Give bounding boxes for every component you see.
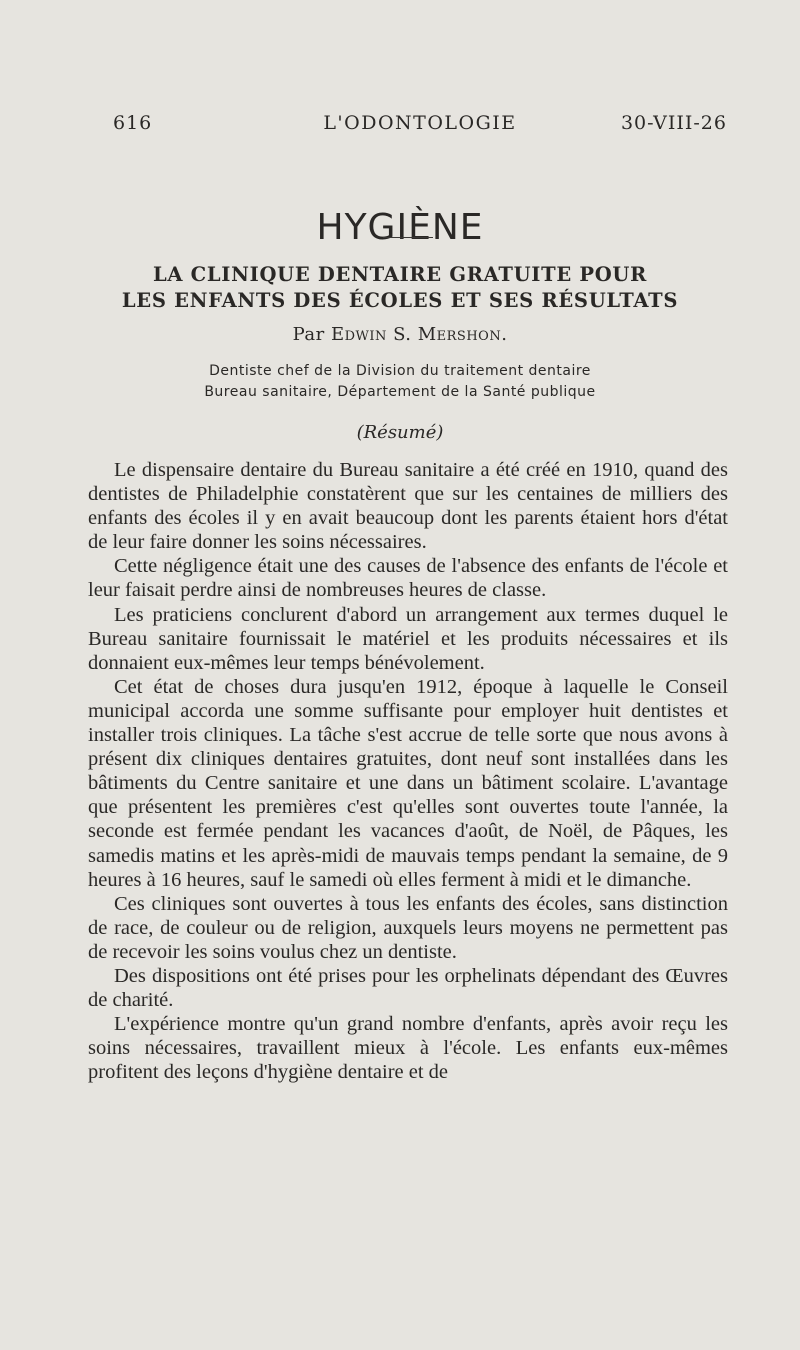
- page-number: 616: [113, 112, 153, 134]
- paragraph: L'expérience montre qu'un grand nombre d'enfants, après avoir reçu les soins nécessaires, travaillent mieux à l'école. Les enfants eux-mêmes profitent des leçons d'hygiène dentaire et de: [88, 1013, 728, 1084]
- byline-prefix: Par: [292, 324, 325, 345]
- paragraph: Ces cliniques sont ouvertes à tous les enfants des écoles, sans distinction de race, de couleur ou de religion, auxquels leurs moyens ne permettent pas de recevoir les soins voulus chez un dentiste.: [88, 892, 728, 963]
- section-title: HYGIÈNE: [316, 207, 484, 249]
- author-affiliation: [0, 361, 800, 403]
- affiliation-line-1: Dentiste chef de la Division du traitement dentaire: [209, 363, 591, 379]
- running-head: [113, 112, 727, 142]
- paragraph: Cette négligence était une des causes de l'absence des enfants de l'école et leur faisait perdre ainsi de nombreuses heures de classe.: [88, 555, 728, 602]
- resume-label: (Résumé): [356, 422, 444, 443]
- article-body: [88, 458, 728, 1084]
- title-divider: [383, 237, 433, 238]
- journal-name: L'ODONTOLOGIE: [323, 112, 517, 134]
- paragraph: Le dispensaire dentaire du Bureau sanitaire a été créé en 1910, quand des dentistes de Philadelphie constatèrent que sur les centaines de milliers des enfants des écoles il y en avait beaucoup dont les parents étaient hors d'état de leur faire donner les soins nécessaires.: [88, 459, 728, 554]
- paragraph: Des dispositions ont été prises pour les orphelinats dépendant des Œuvres de charité.: [88, 964, 728, 1012]
- byline: [0, 324, 800, 345]
- paragraph: Cet état de choses dura jusqu'en 1912, époque à laquelle le Conseil municipal accorda une somme suffisante pour employer huit dentistes et installer trois cliniques. La tâche s'est accrue de telle sorte que nous avons à présent dix cliniques dentaires gratuites, dont neuf sont installées dans les bâtiments du Centre sanitaire et une dans un bâtiment scolaire. L'avantage que présentent les premières c'est qu'elles sont ouvertes toute l'année, la seconde est fermée pendant les vacances d'août, de Noël, de Pâques, les samedis matins et les après-midi de mauvais temps pendant la semaine, de 9 heures à 16 heures, sauf le samedi où elles ferment à midi et le dimanche.: [88, 675, 728, 891]
- paragraph: Les praticiens conclurent d'abord un arrangement aux termes duquel le Bureau sanitaire fournissait le matériel et les produits nécessaires et ils donnaient eux-mêmes leur temps bénévolement.: [88, 603, 728, 674]
- article-title-line-2: LES ENFANTS DES ÉCOLES ET SES RÉSULTATS: [121, 289, 679, 312]
- article-title: [0, 262, 800, 314]
- article-title-line-1: LA CLINIQUE DENTAIRE GRATUITE POUR: [152, 263, 648, 286]
- issue-date: 30-VIII-26: [620, 112, 727, 134]
- author-name: Edwin S. Mershon.: [330, 324, 508, 345]
- affiliation-line-2: Bureau sanitaire, Département de la Santé publique: [204, 384, 596, 400]
